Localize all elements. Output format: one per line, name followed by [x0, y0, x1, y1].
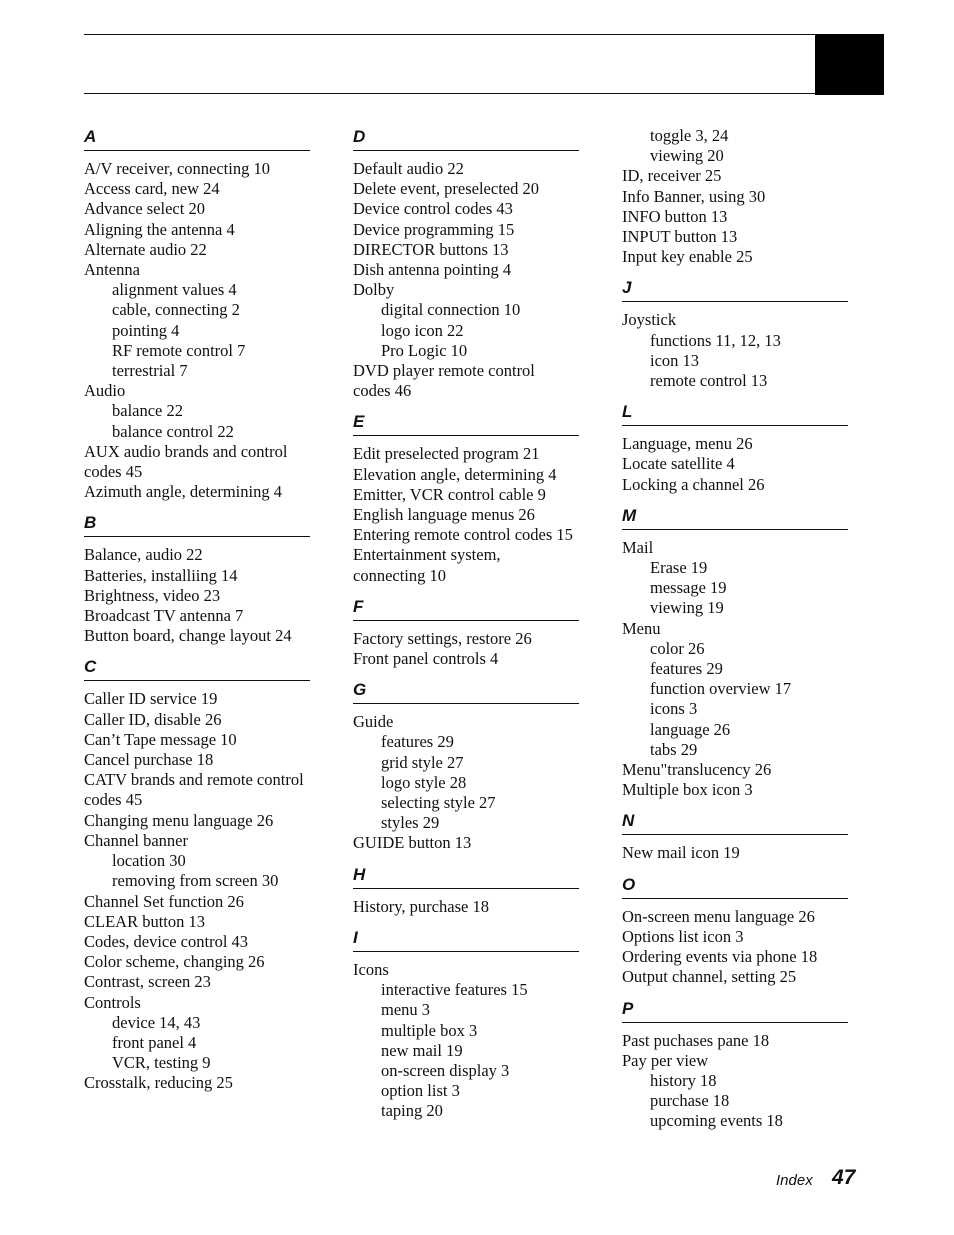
index-entry: Access card, new 24 — [84, 179, 220, 199]
index-entry: INFO button 13 — [622, 206, 728, 226]
index-subentry: logo style 28 — [381, 772, 467, 792]
index-entry: Antenna — [84, 260, 140, 280]
index-section — [353, 679, 585, 853]
index-subentry: features 29 — [381, 732, 454, 752]
index-entry: Dish antenna pointing 4 — [353, 260, 512, 280]
index-section — [622, 505, 854, 801]
index-subentry: terrestrial 7 — [112, 361, 188, 381]
index-subentry: message 19 — [650, 578, 727, 598]
header-rule — [84, 34, 815, 35]
index-entry: Edit preselected program 21 — [353, 444, 540, 464]
section-letter-heading: D — [353, 126, 579, 151]
index-section — [353, 411, 585, 585]
index-subentry: icons 3 — [650, 699, 698, 719]
index-entry: Caller ID service 19 — [84, 689, 218, 709]
index-entry: Front panel controls 4 — [353, 649, 499, 669]
index-entry: CATV brands and remote control — [84, 770, 304, 790]
index-entry: Can’t Tape message 10 — [84, 729, 237, 749]
index-entry: Emitter, VCR control cable 9 — [353, 484, 546, 504]
index-section — [353, 927, 585, 1122]
index-entry: Broadcast TV antenna 7 — [84, 606, 244, 626]
footer-label: Index — [776, 1172, 813, 1189]
section-letter-heading: J — [622, 277, 848, 302]
section-letter-heading: I — [353, 927, 579, 952]
index-entry: Past puchases pane 18 — [622, 1030, 770, 1050]
index-entry: Options list icon 3 — [622, 926, 744, 946]
index-entry: Locking a channel 26 — [622, 474, 765, 494]
index-subentry: new mail 19 — [381, 1040, 463, 1060]
chapter-tab — [815, 34, 884, 95]
index-column-3 — [622, 126, 854, 1132]
index-section — [84, 512, 316, 646]
index-subentry: menu 3 — [381, 1000, 431, 1020]
index-entry: Changing menu language 26 — [84, 810, 274, 830]
index-entry: Factory settings, restore 26 — [353, 628, 532, 648]
index-entry: Color scheme, changing 26 — [84, 952, 265, 972]
index-entry: Default audio 22 — [353, 159, 464, 178]
index-section — [622, 810, 854, 863]
index-entry: Caller ID, disable 26 — [84, 709, 222, 729]
index-subentry: viewing 19 — [650, 598, 724, 618]
index-entry: Entertainment system, — [353, 545, 501, 565]
index-entry: Cancel purchase 18 — [84, 750, 214, 770]
index-section — [622, 874, 854, 988]
index-subentry: Erase 19 — [650, 558, 708, 578]
index-entry: Controls — [84, 992, 141, 1012]
index-entry: ID, receiver 25 — [622, 166, 722, 186]
index-entry: Info Banner, using 30 — [622, 186, 766, 206]
index-entry: Channel Set function 26 — [84, 891, 244, 911]
index-entry: Channel banner — [84, 830, 189, 850]
index-entry: Advance select 20 — [84, 199, 205, 219]
section-letter-heading: G — [353, 679, 579, 704]
index-entry: Codes, device control 43 — [84, 931, 249, 951]
index-subentry: history 18 — [650, 1070, 717, 1090]
index-subentry: cable, connecting 2 — [112, 300, 240, 320]
index-entry: codes 45 — [84, 790, 143, 810]
index-entry: Ordering events via phone 18 — [622, 947, 818, 967]
index-section — [622, 401, 854, 495]
index-entry: Language, menu 26 — [622, 434, 753, 454]
index-entry: A/V receiver, connecting 10 — [84, 159, 270, 178]
index-subentry: functions 11, 12, 13 — [650, 330, 781, 350]
index-entry: Brightness, video 23 — [84, 585, 221, 605]
index-entry: English language menus 26 — [353, 505, 535, 525]
index-section — [353, 596, 585, 669]
header-bottom-rule — [84, 93, 815, 94]
index-entry: Input key enable 25 — [622, 247, 753, 267]
index-subentry: features 29 — [650, 659, 723, 679]
index-entry: Mail — [622, 537, 654, 557]
index-entry: Guide — [353, 712, 394, 732]
index-subentry: multiple box 3 — [381, 1020, 478, 1040]
index-entry: Aligning the antenna 4 — [84, 219, 235, 239]
index-entry: INPUT button 13 — [622, 227, 738, 247]
page-number: 47 — [832, 1166, 856, 1189]
index-subentry: styles 29 — [381, 813, 440, 833]
index-entry: Joystick — [622, 310, 677, 330]
index-entry: Pay per view — [622, 1050, 709, 1070]
index-subentry: viewing 20 — [650, 146, 724, 166]
index-entry: DIRECTOR buttons 13 — [353, 239, 509, 259]
index-entry: Crosstalk, reducing 25 — [84, 1073, 233, 1093]
index-entry: Entering remote control codes 15 — [353, 525, 573, 545]
index-subentry: Pro Logic 10 — [381, 340, 468, 360]
index-entry: Menu"translucency 26 — [622, 760, 772, 780]
section-letter-heading: L — [622, 401, 848, 426]
index-entry: GUIDE button 13 — [353, 833, 472, 853]
index-subentry: purchase 18 — [650, 1091, 730, 1111]
index-subentry: upcoming events 18 — [650, 1111, 783, 1131]
index-subentry: tabs 29 — [650, 739, 698, 759]
index-subentry: front panel 4 — [112, 1032, 197, 1052]
index-subentry: location 30 — [112, 851, 186, 871]
index-entry: connecting 10 — [353, 565, 447, 585]
index-subentry: interactive features 15 — [381, 980, 528, 1000]
index-subentry: taping 20 — [381, 1101, 443, 1121]
section-letter-heading: E — [353, 411, 579, 436]
index-subentry: color 26 — [650, 638, 705, 658]
index-entry: On-screen menu language 26 — [622, 906, 815, 926]
section-letter-heading: A — [84, 126, 310, 151]
index-subentry: digital connection 10 — [381, 300, 521, 320]
index-section — [622, 277, 854, 391]
index-entry: Menu — [622, 618, 661, 638]
index-entry: Locate satellite 4 — [622, 454, 735, 474]
index-subentry: toggle 3, 24 — [650, 126, 729, 145]
index-subentry: removing from screen 30 — [112, 871, 279, 891]
index-entry: CLEAR button 13 — [84, 911, 206, 931]
index-subentry: remote control 13 — [650, 371, 768, 391]
index-subentry: balance control 22 — [112, 421, 234, 441]
section-letter-heading: M — [622, 505, 848, 530]
index-entry: Batteries, installiing 14 — [84, 565, 238, 585]
index-entry: History, purchase 18 — [353, 896, 489, 916]
index-subentry: device 14, 43 — [112, 1012, 201, 1032]
index-subentry: selecting style 27 — [381, 793, 496, 813]
section-letter-heading: C — [84, 656, 310, 681]
index-entry: Button board, change layout 24 — [84, 626, 292, 646]
index-subentry: function overview 17 — [650, 679, 792, 699]
index-subentry: logo icon 22 — [381, 320, 464, 340]
index-entry: Azimuth angle, determining 4 — [84, 482, 282, 502]
index-subentry: RF remote control 7 — [112, 340, 246, 360]
section-letter-heading: B — [84, 512, 310, 537]
index-column-2 — [353, 126, 585, 1122]
index-subentry: language 26 — [650, 719, 731, 739]
index-entry: Alternate audio 22 — [84, 239, 207, 259]
section-letter-heading: O — [622, 874, 848, 899]
section-letter-heading: P — [622, 998, 848, 1023]
index-entry: Delete event, preselected 20 — [353, 179, 539, 199]
index-section — [84, 656, 316, 1093]
index-entry: codes 45 — [84, 462, 143, 482]
index-entry: Elevation angle, determining 4 — [353, 464, 557, 484]
index-entry: New mail icon 19 — [622, 843, 740, 863]
index-subentry: pointing 4 — [112, 320, 180, 340]
index-subentry: icon 13 — [650, 350, 700, 370]
index-section — [84, 126, 316, 502]
index-section — [353, 864, 585, 917]
index-section — [622, 998, 854, 1132]
index-entry: Output channel, setting 25 — [622, 967, 797, 987]
index-section — [353, 126, 585, 401]
index-entry: DVD player remote control — [353, 361, 535, 381]
index-subentry: option list 3 — [381, 1081, 460, 1101]
index-entry: Device control codes 43 — [353, 199, 513, 219]
section-letter-heading: F — [353, 596, 579, 621]
index-subentry: balance 22 — [112, 401, 184, 421]
index-entry: Contrast, screen 23 — [84, 972, 211, 992]
index-entry: Icons — [353, 959, 389, 979]
index-entry: AUX audio brands and control — [84, 441, 288, 461]
index-subentry: on-screen display 3 — [381, 1060, 510, 1080]
index-entry: Device programming 15 — [353, 219, 515, 239]
index-subentry: VCR, testing 9 — [112, 1053, 211, 1073]
continued-entries — [622, 126, 854, 267]
section-letter-heading: H — [353, 864, 579, 889]
index-subentry: alignment values 4 — [112, 280, 237, 300]
index-entry: Balance, audio 22 — [84, 545, 203, 565]
index-entry: codes 46 — [353, 381, 412, 401]
index-entry: Audio — [84, 381, 126, 401]
index-entry: Dolby — [353, 280, 395, 300]
index-column-1 — [84, 126, 316, 1094]
section-letter-heading: N — [622, 810, 848, 835]
index-entry: Multiple box icon 3 — [622, 780, 753, 800]
index-subentry: grid style 27 — [381, 752, 464, 772]
